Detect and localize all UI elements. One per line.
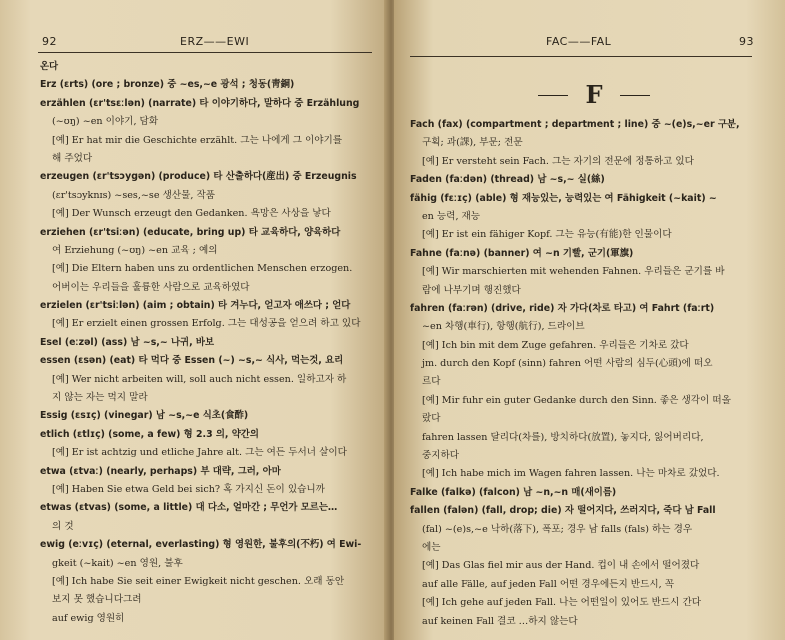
section-letter-left-bar — [538, 95, 568, 96]
section-letter-right-bar — [620, 95, 650, 96]
entry-line: etlich (ɛtlɪç) (some, a few) 형 2.3 의, 약간의 — [40, 428, 259, 440]
entry-line: [예] Ich habe Sie seit einer Ewigkeit nicht geschen. 오래 동안 — [52, 575, 345, 587]
entry-line: 람에 나부기며 행진했다 — [422, 284, 521, 296]
entry-line: [예] Er ist ein fähiger Kopf. 그는 유능(有能)한 인물이다 — [422, 229, 672, 241]
entry-line: Essig (ɛsɪç) (vinegar) 남 ~s,~e 식초(食酢) — [40, 410, 249, 422]
entry-line: [예] Er hat mir die Geschichte erzählt. 그는 나에게 그 이야기를 — [52, 134, 343, 146]
entry-line: [예] Ich bin mit dem Zuge gefahren. 우리들은 기차로 갔다 — [422, 339, 689, 351]
entry-line: fähig (fɛːɪç) (able) 형 재능있는, 능력있는 여 Fähigkeit (~kait) ~ — [410, 192, 717, 204]
entry-line: ewig (eːvɪç) (eternal, everlasting) 형 영원한, 불후의(不朽) 여 Ewi- — [40, 539, 362, 551]
entry-line: 지 않는 자는 먹지 말라 — [52, 392, 148, 404]
section-letter: F — [585, 80, 603, 109]
entry-line: jm. durch den Kopf (sinn) fahren 어떤 사람의 심두(心頭)에 떠오 — [422, 358, 713, 370]
entry-line: ~en 차행(車行), 항행(航行), 드라이브 — [422, 321, 585, 333]
entry-line: [예] Wir marschierten mit wehenden Fahnen. 우리들은 군기를 바 — [422, 266, 725, 278]
section-letter-heading — [534, 80, 654, 110]
left-page-number: 92 — [42, 35, 57, 48]
entry-line: Esel (eːzəl) (ass) 남 ~s,~ 나귀, 바보 — [40, 336, 215, 348]
entry-line: [예] Er ist achtzig und etliche Jahre alt. 그는 여든 두서너 살이다 — [52, 447, 347, 459]
entry-line: etwas (ɛtvas) (some, a little) 대 다소, 얼마간 ; 무언가 모르는… — [40, 502, 338, 514]
entry-line: en 능력, 재능 — [422, 210, 481, 222]
right-entries — [410, 116, 760, 631]
entry-line: Falke (falkə) (falcon) 남 ~n,~n 매(새이름) — [410, 486, 617, 498]
entry-line: 르다 — [422, 376, 441, 388]
right-page-number: 93 — [739, 35, 754, 48]
right-page — [394, 0, 785, 640]
entry-line: 구획; 과(課), 부문; 전문 — [422, 137, 523, 149]
entry-line: erzeugen (ɛr'tsɔygən) (produce) 타 산출하다(産出) 중 Erzeugnis — [40, 171, 357, 183]
entry-line: (ɛr'tsɔyknɪs) ~ses,~se 생산물, 작품 — [52, 189, 216, 201]
entry-line: (fal) ~(e)s,~e 낙하(落下), 폭포; 경우 남 falls (fals) 하는 경우 — [422, 523, 693, 535]
entry-line: auf keinen Fall 결코 …하지 않는다 — [422, 615, 578, 627]
entry-line: (~ʊŋ) ~en 이야기, 담화 — [52, 116, 159, 128]
entry-line: [예] Er versteht sein Fach. 그는 자기의 전문에 정통하고 있다 — [422, 155, 694, 167]
entry-line: [예] Wer nicht arbeiten will, soll auch nicht essen. 일하고자 하 — [52, 373, 347, 385]
left-page — [0, 0, 388, 640]
entry-line: [예] Ich habe mich im Wagen fahren lassen. 나는 마차로 갔었다. — [422, 468, 720, 480]
entry-line: erzählen (ɛr'tsɛːlən) (narrate) 타 이야기하다, 말하다 중 Erzählung — [40, 97, 360, 109]
entry-line: [예] Ich gehe auf jeden Fall. 나는 어떤일이 있어도 반드시 간다 — [422, 597, 702, 609]
entry-line: [예] Der Wunsch erzeugt den Gedanken. 욕망은 사상을 낳다 — [52, 208, 331, 220]
entry-line: auf alle Fälle, auf jeden Fall 어떤 경우에든지 반드시, 꼭 — [422, 578, 674, 590]
entry-line: 어버이는 우리들을 훌륭한 사람으로 교육하였다 — [52, 281, 250, 293]
entry-line: Erz (ɛrts) (ore ; bronze) 중 ~es,~e 광석 ; 청동(靑銅) — [40, 79, 295, 91]
entry-line: 에는 — [422, 541, 441, 553]
right-header-rule — [410, 56, 752, 57]
entry-line: essen (ɛsən) (eat) 타 먹다 중 Essen (~) ~s,~ 식사, 먹는것, 요리 — [40, 355, 344, 367]
entry-line: auf ewig 영원히 — [52, 612, 125, 624]
entry-line: erziehen (ɛr'tsiːən) (educate, bring up) 타 교육하다, 양육하다 — [40, 226, 341, 238]
entry-line: [예] Die Eltern haben uns zu ordentlichen Menschen erzogen. — [52, 263, 353, 275]
entry-line: fahren lassen 달리다(차를), 방치하다(放置), 놓지다, 잃어버리다, — [422, 431, 704, 443]
left-running-head: ERZ——EWI — [180, 35, 250, 48]
entry-line: [예] Er erzielt einen grossen Erfolg. 그는 대성공을 얻으려 하고 있다 — [52, 318, 361, 330]
entry-line: erzielen (ɛr'tsiːlən) (aim ; obtain) 타 겨누다, 얻고자 애쓰다 ; 얻다 — [40, 300, 351, 312]
entry-line: 여 Erziehung (~ʊŋ) ~en 교육 ; 예의 — [52, 244, 218, 256]
entry-line: Fach (fax) (compartment ; department ; line) 중 ~(e)s,~er 구분, — [410, 119, 740, 130]
entry-line: fallen (falən) (fall, drop; die) 자 떨어지다, 쓰러지다, 죽다 남 Fall — [410, 505, 716, 517]
entry-line: 랐다 — [422, 413, 441, 425]
entry-line: 보지 못 했습니다그려 — [52, 594, 142, 606]
entry-line: [예] Haben Sie etwa Geld bei sich? 혹 가지신 돈이 있습니까 — [52, 483, 325, 495]
right-running-head: FAC——FAL — [546, 35, 612, 48]
entry-line: etwa (ɛtvaː) (nearly, perhaps) 부 대략, 그러, 아마 — [40, 465, 281, 477]
entry-line: Fahne (faːnə) (banner) 여 ~n 기빨, 군기(軍旗) — [410, 247, 634, 259]
entry-line: [예] Das Glas fiel mir aus der Hand. 컵이 내 손에서 떨어졌다 — [422, 560, 700, 572]
entry-line: Faden (faːdən) (thread) 남 ~s,~ 실(絲) — [410, 174, 605, 186]
entry-line: 온다 — [40, 61, 59, 72]
entry-line: gkeit (~kait) ~en 영원, 불후 — [52, 557, 183, 569]
left-entries — [40, 58, 380, 628]
entry-line: 의 것 — [52, 520, 74, 532]
entry-line: 중지하다 — [422, 450, 460, 462]
entry-line: fahren (faːrən) (drive, ride) 자 가다(차로 타고) 여 Fahrt (faːrt) — [410, 302, 715, 314]
entry-line: [예] Mir fuhr ein guter Gedanke durch den Sinn. 좋은 생각이 떠올 — [422, 394, 731, 406]
left-header-rule — [38, 52, 372, 53]
entry-line: 해 주었다 — [52, 152, 93, 164]
